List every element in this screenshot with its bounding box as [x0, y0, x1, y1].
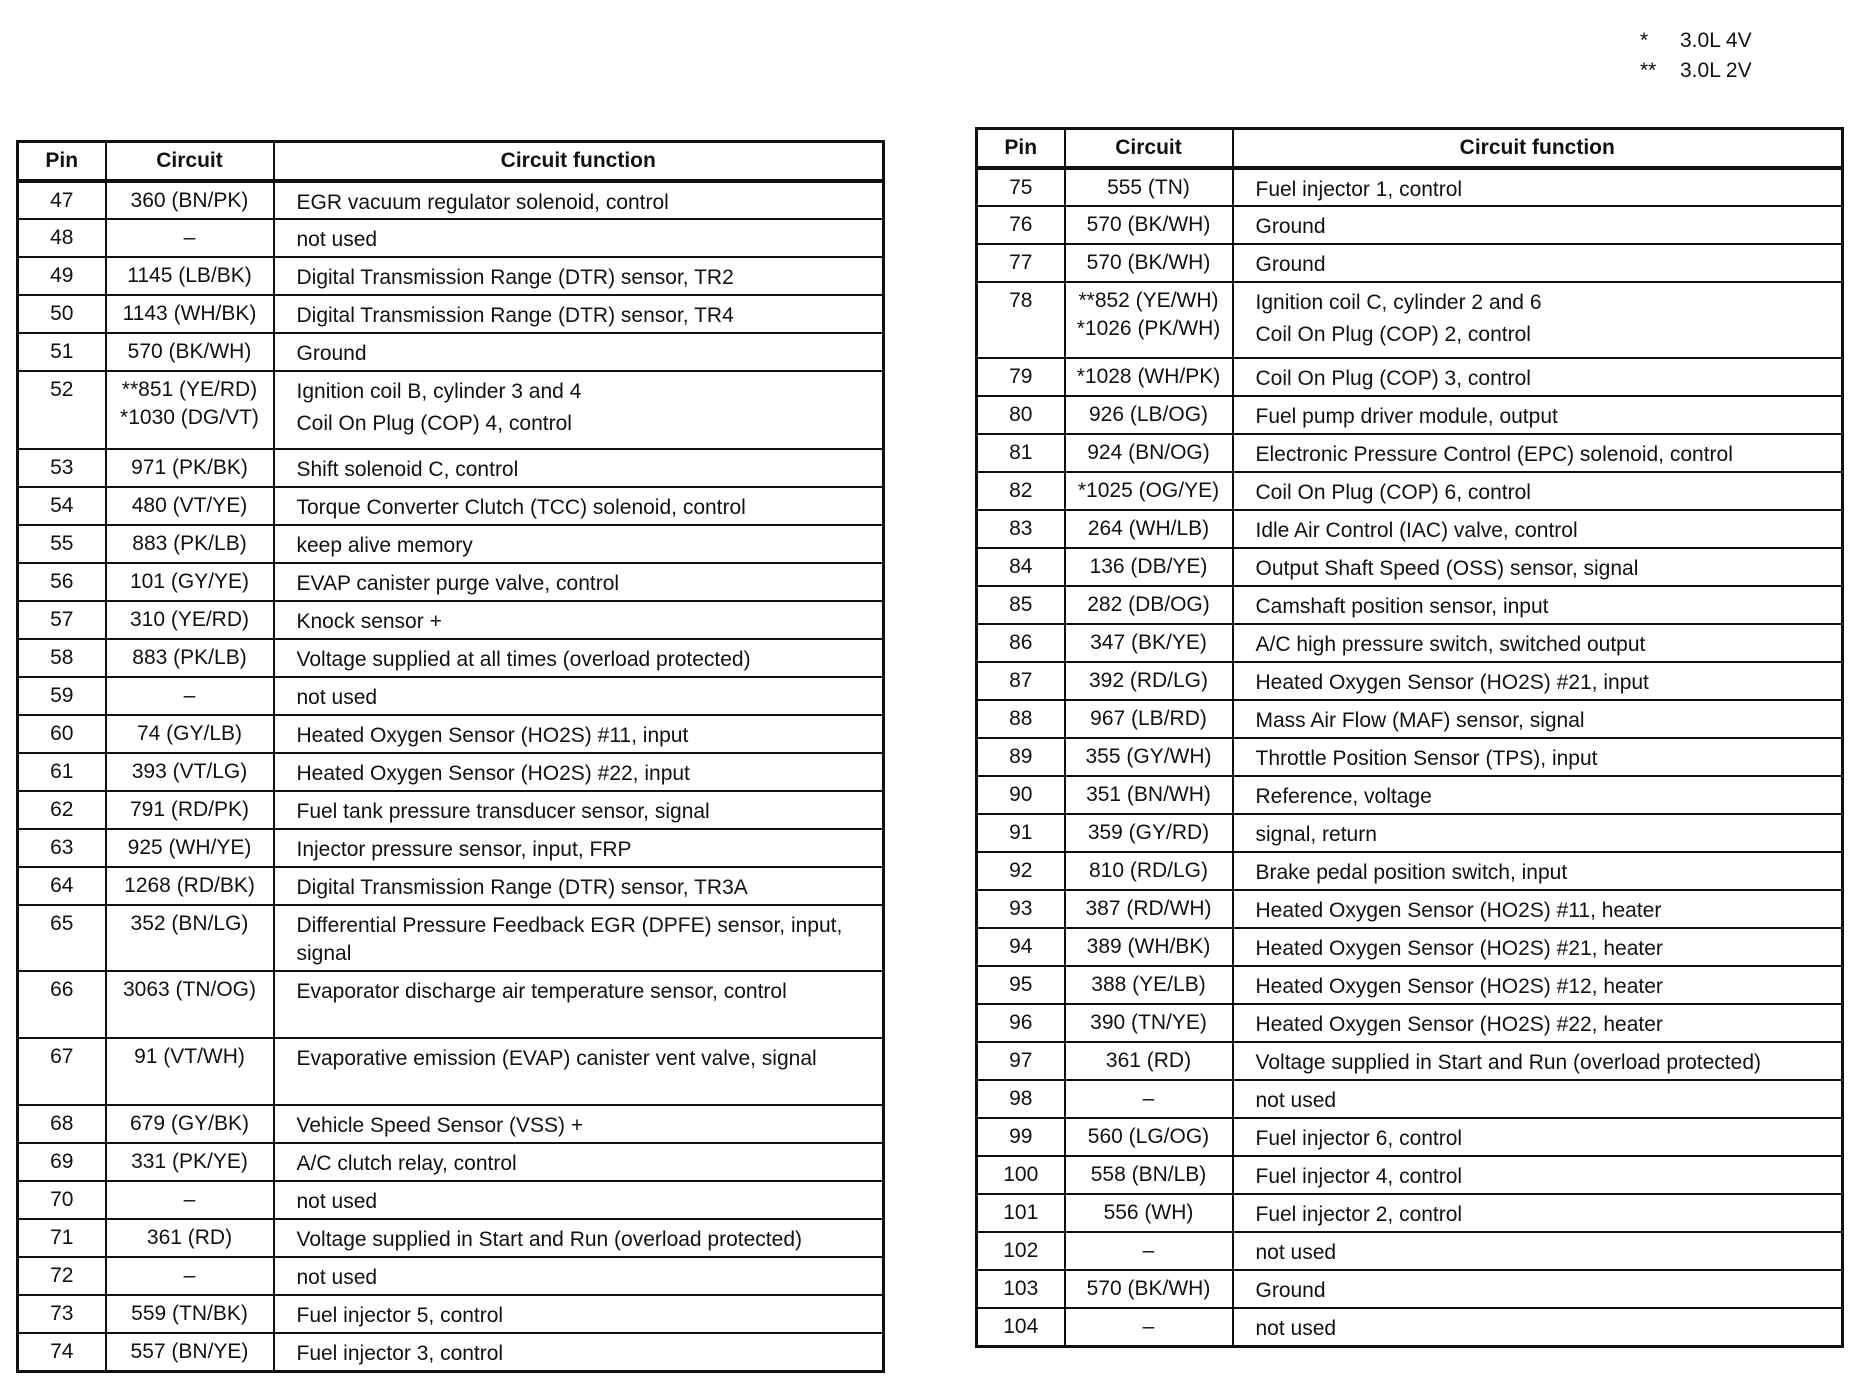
engine-legend [1640, 26, 1752, 86]
pin-header: Pin [977, 129, 1065, 169]
pin-cell: 88 [977, 700, 1065, 738]
table-row [18, 449, 884, 487]
circuit-cell: 387 (RD/WH) [1065, 890, 1233, 928]
circuit-cell: 393 (VT/LG) [106, 753, 274, 791]
table-row [977, 776, 1843, 814]
table-row [977, 852, 1843, 890]
table-row [977, 966, 1843, 1004]
function-cell: Ground [1233, 206, 1843, 244]
circuit-cell: 883 (PK/LB) [106, 525, 274, 563]
circuit-cell: 925 (WH/YE) [106, 829, 274, 867]
function-cell: Vehicle Speed Sensor (VSS) + [274, 1105, 884, 1143]
pin-cell: 49 [18, 257, 106, 295]
function-cell: not used [274, 1181, 884, 1219]
legend-mark: * [1640, 29, 1649, 52]
pin-cell: 95 [977, 966, 1065, 1004]
table-row [977, 1156, 1843, 1194]
function-cell: A/C clutch relay, control [274, 1143, 884, 1181]
table-row [18, 257, 884, 295]
table-row [977, 1270, 1843, 1308]
table-row [18, 1038, 884, 1105]
circuit-cell: 480 (VT/YE) [106, 487, 274, 525]
table-row [18, 715, 884, 753]
function-cell: Camshaft position sensor, input [1233, 586, 1843, 624]
table-row [977, 358, 1843, 396]
circuit-cell: 971 (PK/BK) [106, 449, 274, 487]
pin-cell: 82 [977, 472, 1065, 510]
table-row [977, 396, 1843, 434]
circuit-cell: 570 (BK/WH) [1065, 206, 1233, 244]
function-cell: Coil On Plug (COP) 6, control [1233, 472, 1843, 510]
pin-cell: 72 [18, 1257, 106, 1295]
circuit-cell: 264 (WH/LB) [1065, 510, 1233, 548]
circuit-cell: 560 (LG/OG) [1065, 1118, 1233, 1156]
table-row [18, 971, 884, 1038]
table-row [18, 1105, 884, 1143]
pin-cell: 83 [977, 510, 1065, 548]
pin-cell: 73 [18, 1295, 106, 1333]
circuit-cell: 310 (YE/RD) [106, 601, 274, 639]
pin-cell: 51 [18, 333, 106, 371]
table-row [18, 525, 884, 563]
pin-cell: 80 [977, 396, 1065, 434]
pin-cell: 77 [977, 244, 1065, 282]
pin-cell: 64 [18, 867, 106, 905]
function-header: Circuit function [1233, 129, 1843, 169]
table-row [977, 1194, 1843, 1232]
table-row [18, 1219, 884, 1257]
table-row [977, 1004, 1843, 1042]
table-row [977, 928, 1843, 966]
circuit-cell: 557 (BN/YE) [106, 1333, 274, 1371]
function-value-alt: Coil On Plug (COP) 4, control [296, 412, 572, 435]
circuit-cell: 136 (DB/YE) [1065, 548, 1233, 586]
table-row [18, 905, 884, 971]
function-cell: Shift solenoid C, control [274, 449, 884, 487]
pin-cell: 60 [18, 715, 106, 753]
table-row [977, 1232, 1843, 1270]
function-cell: Electronic Pressure Control (EPC) solenoid, control [1233, 434, 1843, 472]
circuit-value: **851 (YE/RD) [121, 378, 258, 401]
circuit-cell: 282 (DB/OG) [1065, 586, 1233, 624]
function-cell: Coil On Plug (COP) 3, control [1233, 358, 1843, 396]
circuit-cell: 1143 (WH/BK) [106, 295, 274, 333]
circuit-cell: 3063 (TN/OG) [106, 971, 274, 1038]
table-row [18, 601, 884, 639]
circuit-cell: 390 (TN/YE) [1065, 1004, 1233, 1042]
function-cell: not used [1233, 1308, 1843, 1346]
function-cell: Reference, voltage [1233, 776, 1843, 814]
function-cell: Voltage supplied in Start and Run (overload protected) [274, 1219, 884, 1257]
function-cell: Voltage supplied in Start and Run (overload protected) [1233, 1042, 1843, 1080]
pin-cell: 87 [977, 662, 1065, 700]
pin-cell: 96 [977, 1004, 1065, 1042]
table-row [18, 791, 884, 829]
table-row [18, 677, 884, 715]
circuit-cell [106, 371, 274, 449]
function-cell: Heated Oxygen Sensor (HO2S) #21, heater [1233, 928, 1843, 966]
circuit-cell: 331 (PK/YE) [106, 1143, 274, 1181]
pin-cell: 86 [977, 624, 1065, 662]
function-cell: Fuel injector 5, control [274, 1295, 884, 1333]
circuit-value: **852 (YE/WH) [1078, 289, 1219, 312]
circuit-cell: 559 (TN/BK) [106, 1295, 274, 1333]
table-row [977, 814, 1843, 852]
pin-cell: 94 [977, 928, 1065, 966]
pin-cell: 59 [18, 677, 106, 715]
function-cell: EGR vacuum regulator solenoid, control [274, 181, 884, 219]
pin-cell: 75 [977, 168, 1065, 206]
pin-cell: 61 [18, 753, 106, 791]
circuit-cell: 570 (BK/WH) [1065, 244, 1233, 282]
circuit-value-alt: *1026 (PK/WH) [1076, 317, 1221, 340]
pin-cell: 98 [977, 1080, 1065, 1118]
function-cell: Heated Oxygen Sensor (HO2S) #11, input [274, 715, 884, 753]
function-value: Ignition coil C, cylinder 2 and 6 [1255, 291, 1542, 314]
table-row [977, 738, 1843, 776]
table-row [977, 548, 1843, 586]
pin-cell: 50 [18, 295, 106, 333]
pin-cell: 97 [977, 1042, 1065, 1080]
circuit-value-alt: *1030 (DG/VT) [120, 406, 259, 429]
function-cell: Ground [274, 333, 884, 371]
circuit-cell: *1025 (OG/YE) [1065, 472, 1233, 510]
table-row [977, 206, 1843, 244]
pin-cell: 58 [18, 639, 106, 677]
circuit-cell: – [1065, 1080, 1233, 1118]
function-cell: Knock sensor + [274, 601, 884, 639]
circuit-cell: 352 (BN/LG) [106, 905, 274, 971]
function-cell: Fuel injector 3, control [274, 1333, 884, 1371]
function-cell: A/C high pressure switch, switched output [1233, 624, 1843, 662]
circuit-cell [1065, 282, 1233, 358]
circuit-cell: 883 (PK/LB) [106, 639, 274, 677]
circuit-cell: 558 (BN/LB) [1065, 1156, 1233, 1194]
function-cell: Output Shaft Speed (OSS) sensor, signal [1233, 548, 1843, 586]
pin-cell: 68 [18, 1105, 106, 1143]
pin-cell: 101 [977, 1194, 1065, 1232]
circuit-cell: 556 (WH) [1065, 1194, 1233, 1232]
circuit-cell: – [1065, 1308, 1233, 1346]
table-row [18, 1295, 884, 1333]
pin-cell: 62 [18, 791, 106, 829]
circuit-header: Circuit [106, 142, 274, 182]
table-row [18, 1333, 884, 1371]
function-cell: not used [274, 219, 884, 257]
table-row [18, 829, 884, 867]
function-cell: Brake pedal position switch, input [1233, 852, 1843, 890]
circuit-cell: 555 (TN) [1065, 168, 1233, 206]
pin-cell: 54 [18, 487, 106, 525]
pin-cell: 74 [18, 1333, 106, 1371]
pin-cell: 56 [18, 563, 106, 601]
circuit-cell: 347 (BK/YE) [1065, 624, 1233, 662]
table-row [18, 333, 884, 371]
function-cell: not used [274, 677, 884, 715]
pin-table-right [975, 127, 1844, 1348]
function-cell: Voltage supplied at all times (overload protected) [274, 639, 884, 677]
function-cell: signal, return [1233, 814, 1843, 852]
circuit-cell: 679 (GY/BK) [106, 1105, 274, 1143]
pin-cell: 92 [977, 852, 1065, 890]
table-row [977, 472, 1843, 510]
pin-cell: 78 [977, 282, 1065, 358]
circuit-cell: – [106, 219, 274, 257]
function-cell: not used [1233, 1232, 1843, 1270]
function-cell: Idle Air Control (IAC) valve, control [1233, 510, 1843, 548]
table-row [977, 168, 1843, 206]
table-row [18, 219, 884, 257]
table-row [18, 753, 884, 791]
function-cell: EVAP canister purge valve, control [274, 563, 884, 601]
table-row [977, 586, 1843, 624]
circuit-cell: 1268 (RD/BK) [106, 867, 274, 905]
function-cell: Fuel injector 6, control [1233, 1118, 1843, 1156]
function-cell: Fuel injector 4, control [1233, 1156, 1843, 1194]
circuit-cell: 924 (BN/OG) [1065, 434, 1233, 472]
circuit-cell: 101 (GY/YE) [106, 563, 274, 601]
pin-cell: 99 [977, 1118, 1065, 1156]
pin-cell: 70 [18, 1181, 106, 1219]
pin-cell: 76 [977, 206, 1065, 244]
table-header-row [977, 129, 1843, 169]
function-cell: Evaporative emission (EVAP) canister vent valve, signal [274, 1038, 884, 1105]
pin-cell: 63 [18, 829, 106, 867]
pin-cell: 85 [977, 586, 1065, 624]
table-row [18, 1181, 884, 1219]
function-cell: Heated Oxygen Sensor (HO2S) #21, input [1233, 662, 1843, 700]
function-cell: Mass Air Flow (MAF) sensor, signal [1233, 700, 1843, 738]
table-row [977, 1080, 1843, 1118]
circuit-cell: 359 (GY/RD) [1065, 814, 1233, 852]
pin-cell: 84 [977, 548, 1065, 586]
function-cell: keep alive memory [274, 525, 884, 563]
table-row [977, 1308, 1843, 1346]
table-row [977, 890, 1843, 928]
function-cell: Ground [1233, 1270, 1843, 1308]
function-header: Circuit function [274, 142, 884, 182]
circuit-cell: 389 (WH/BK) [1065, 928, 1233, 966]
circuit-cell: – [106, 677, 274, 715]
table-row [18, 563, 884, 601]
function-cell [274, 371, 884, 449]
table-row [18, 1257, 884, 1295]
function-cell: Digital Transmission Range (DTR) sensor, TR2 [274, 257, 884, 295]
circuit-cell: – [106, 1257, 274, 1295]
pin-cell: 103 [977, 1270, 1065, 1308]
circuit-cell: 361 (RD) [1065, 1042, 1233, 1080]
circuit-cell: *1028 (WH/PK) [1065, 358, 1233, 396]
circuit-cell: 570 (BK/WH) [1065, 1270, 1233, 1308]
circuit-cell: – [106, 1181, 274, 1219]
pin-cell: 47 [18, 181, 106, 219]
function-cell: Digital Transmission Range (DTR) sensor, TR4 [274, 295, 884, 333]
circuit-cell: 791 (RD/PK) [106, 791, 274, 829]
function-cell: Throttle Position Sensor (TPS), input [1233, 738, 1843, 776]
function-cell: Ground [1233, 244, 1843, 282]
table-row [18, 295, 884, 333]
circuit-header: Circuit [1065, 129, 1233, 169]
table-row [18, 487, 884, 525]
pin-cell: 65 [18, 905, 106, 971]
pin-table-left [16, 140, 885, 1373]
circuit-cell: 392 (RD/LG) [1065, 662, 1233, 700]
function-cell: Evaporator discharge air temperature sensor, control [274, 971, 884, 1038]
legend-text: 3.0L 2V [1680, 59, 1752, 82]
pin-cell: 89 [977, 738, 1065, 776]
function-cell: Fuel injector 1, control [1233, 168, 1843, 206]
table-row [977, 624, 1843, 662]
legend-text: 3.0L 4V [1680, 29, 1752, 52]
function-cell: Digital Transmission Range (DTR) sensor, TR3A [274, 867, 884, 905]
legend-row-4v [1640, 26, 1752, 56]
pin-cell: 81 [977, 434, 1065, 472]
circuit-cell: 355 (GY/WH) [1065, 738, 1233, 776]
table-row [977, 244, 1843, 282]
table-row [18, 181, 884, 219]
function-cell: Heated Oxygen Sensor (HO2S) #11, heater [1233, 890, 1843, 928]
legend-row-2v [1640, 56, 1752, 86]
pin-cell: 104 [977, 1308, 1065, 1346]
function-cell: not used [1233, 1080, 1843, 1118]
pin-cell: 67 [18, 1038, 106, 1105]
function-cell [1233, 282, 1843, 358]
pin-cell: 93 [977, 890, 1065, 928]
table-row [977, 510, 1843, 548]
circuit-cell: 570 (BK/WH) [106, 333, 274, 371]
function-value: Ignition coil B, cylinder 3 and 4 [296, 380, 582, 403]
pin-cell: 69 [18, 1143, 106, 1181]
pin-cell: 66 [18, 971, 106, 1038]
function-cell: Fuel tank pressure transducer sensor, signal [274, 791, 884, 829]
table-row [977, 282, 1843, 358]
table-header-row [18, 142, 884, 182]
function-cell: Heated Oxygen Sensor (HO2S) #12, heater [1233, 966, 1843, 1004]
function-cell: Injector pressure sensor, input, FRP [274, 829, 884, 867]
circuit-cell: 810 (RD/LG) [1065, 852, 1233, 890]
pin-cell: 48 [18, 219, 106, 257]
pin-cell: 57 [18, 601, 106, 639]
function-cell: Heated Oxygen Sensor (HO2S) #22, input [274, 753, 884, 791]
pin-cell: 52 [18, 371, 106, 449]
circuit-cell: 91 (VT/WH) [106, 1038, 274, 1105]
circuit-cell: 351 (BN/WH) [1065, 776, 1233, 814]
function-cell: Heated Oxygen Sensor (HO2S) #22, heater [1233, 1004, 1843, 1042]
circuit-cell: 967 (LB/RD) [1065, 700, 1233, 738]
pin-cell: 55 [18, 525, 106, 563]
circuit-cell: – [1065, 1232, 1233, 1270]
pin-cell: 102 [977, 1232, 1065, 1270]
circuit-cell: 1145 (LB/BK) [106, 257, 274, 295]
table-row [977, 700, 1843, 738]
table-row [977, 1118, 1843, 1156]
circuit-cell: 388 (YE/LB) [1065, 966, 1233, 1004]
circuit-cell: 74 (GY/LB) [106, 715, 274, 753]
function-value-alt: Coil On Plug (COP) 2, control [1255, 323, 1531, 346]
table-row [18, 867, 884, 905]
function-cell: Fuel pump driver module, output [1233, 396, 1843, 434]
legend-mark: ** [1640, 59, 1657, 82]
pin-cell: 100 [977, 1156, 1065, 1194]
circuit-cell: 360 (BN/PK) [106, 181, 274, 219]
function-cell: not used [274, 1257, 884, 1295]
table-row [977, 1042, 1843, 1080]
table-row [977, 434, 1843, 472]
pin-cell: 53 [18, 449, 106, 487]
function-cell: Fuel injector 2, control [1233, 1194, 1843, 1232]
circuit-cell: 926 (LB/OG) [1065, 396, 1233, 434]
function-cell: Torque Converter Clutch (TCC) solenoid, control [274, 487, 884, 525]
pin-cell: 71 [18, 1219, 106, 1257]
table-row [977, 662, 1843, 700]
table-row [18, 639, 884, 677]
pin-cell: 79 [977, 358, 1065, 396]
pin-cell: 90 [977, 776, 1065, 814]
pin-header: Pin [18, 142, 106, 182]
table-row [18, 1143, 884, 1181]
circuit-cell: 361 (RD) [106, 1219, 274, 1257]
function-cell: Differential Pressure Feedback EGR (DPFE) sensor, input, signal [274, 905, 884, 971]
pin-cell: 91 [977, 814, 1065, 852]
table-row [18, 371, 884, 449]
